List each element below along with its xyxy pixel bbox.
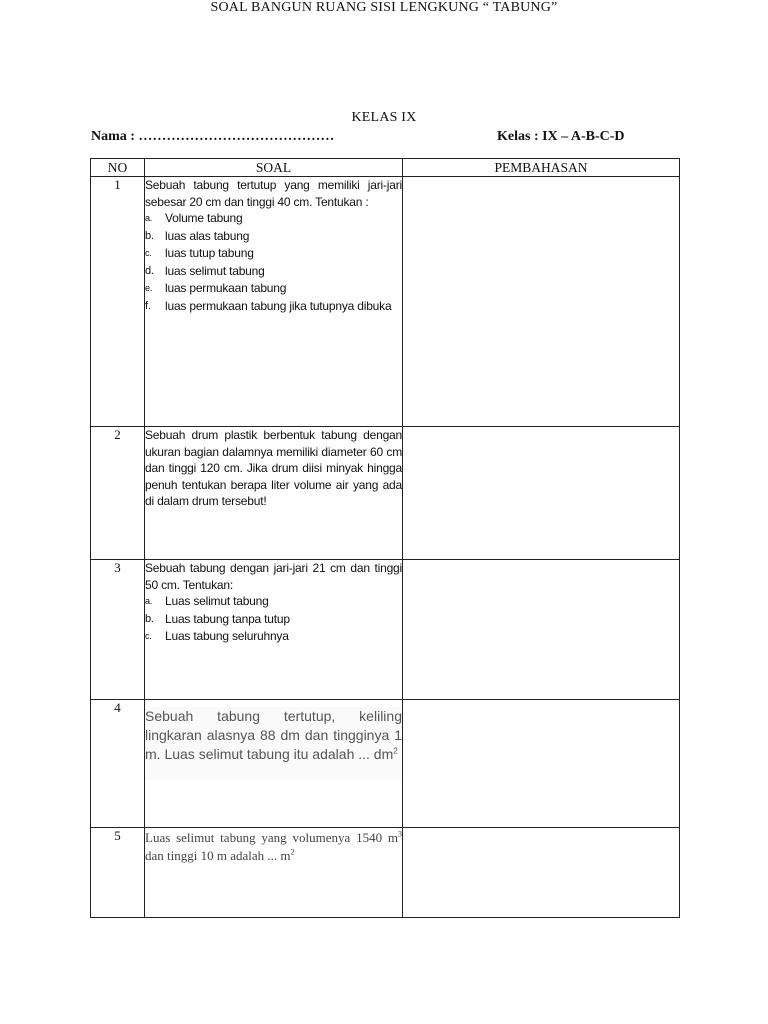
- question-text: Sebuah tabung dengan jari-jari 21 cm dan tinggi 50 cm. Tentukan:: [145, 561, 402, 592]
- row-number: 3: [91, 560, 145, 700]
- table-row: [91, 828, 680, 918]
- header-no: NO: [91, 159, 145, 177]
- name-field-label: Nama : ……………………………………: [91, 129, 335, 144]
- table-row: [91, 177, 680, 427]
- table-header-row: [91, 159, 680, 177]
- row-number: 1: [91, 177, 145, 427]
- option-item: b. Luas tabung tanpa tutup: [145, 611, 290, 626]
- row-number: 4: [91, 700, 145, 828]
- table-row: [91, 427, 680, 560]
- answer-cell[interactable]: [403, 177, 680, 427]
- table-row: [91, 700, 680, 828]
- option-item: d. luas selimut tabung: [145, 263, 265, 278]
- option-item: a. Volume tabung: [145, 211, 243, 225]
- row-number: 5: [91, 828, 145, 918]
- option-item: c. luas tutup tabung: [145, 246, 254, 260]
- question-text: Sebuah tabung tertutup, keliling lingkaran alasnya 88 dm dan tingginya 1 m. Luas selimut tabung itu adalah ... $dm^2$: [145, 707, 402, 780]
- class-label: Kelas : IX – A-B-C-D: [497, 129, 625, 144]
- question-text: Sebuah drum plastik berbentuk tabung dengan ukuran bagian dalamnya memiliki diameter 60 cm dan tinggi 120 cm. Jika drum diisi minyak hingga penuh tentukan berapa liter volume air yang ada di dalam drum tersebut!: [145, 428, 402, 508]
- question-cell: [145, 177, 403, 427]
- document-subtitle: KELAS IX: [351, 110, 417, 125]
- row-number: 2: [91, 427, 145, 560]
- table-row: [91, 560, 680, 700]
- option-item: a. Luas selimut tabung: [145, 594, 269, 608]
- question-table: [90, 158, 680, 918]
- answer-cell[interactable]: [403, 560, 680, 700]
- answer-cell[interactable]: [403, 700, 680, 828]
- header-soal: SOAL: [145, 159, 403, 177]
- option-item: e. luas permukaan tabung: [145, 281, 287, 295]
- question-cell: [145, 560, 403, 700]
- document-title: SOAL BANGUN RUANG SISI LENGKUNG “ TABUNG”: [210, 0, 558, 15]
- question-text: Sebuah tabung tertutup yang memiliki jari-jari sebesar 20 cm dan tinggi 40 cm. Tentukan :: [145, 178, 402, 209]
- option-item: f. luas permukaan tabung jika tutupnya dibuka: [145, 298, 392, 313]
- question-cell: [145, 828, 403, 918]
- question-cell: [145, 427, 403, 560]
- question-text: Luas selimut tabung yang volumenya 1540 $m^3$ dan tinggi 10 m adalah ... $m^2$: [145, 829, 402, 863]
- answer-cell[interactable]: [403, 828, 680, 918]
- option-item: b. luas alas tabung: [145, 228, 250, 243]
- header-pembahasan: PEMBAHASAN: [403, 159, 680, 177]
- question-cell: [145, 700, 403, 828]
- answer-cell[interactable]: [403, 427, 680, 560]
- option-item: c. Luas tabung seluruhnya: [145, 629, 289, 643]
